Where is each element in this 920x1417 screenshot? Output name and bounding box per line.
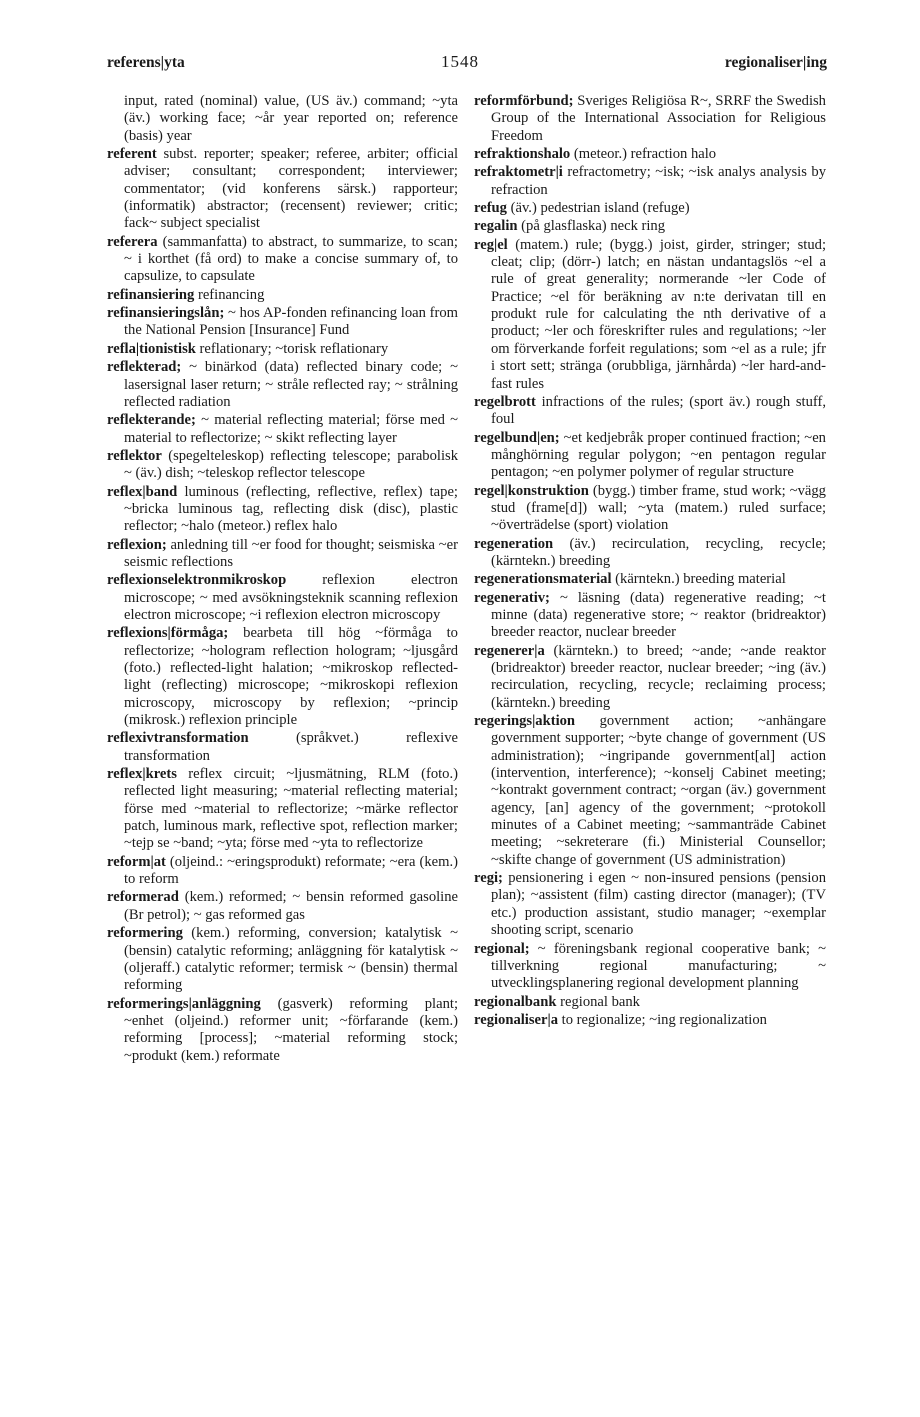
entry-headword: reflex|band [107, 483, 178, 500]
entry-definition: (äv.) recirculation, recycling, recycle; (kärntekn.) breeding [491, 535, 826, 569]
dictionary-entry [107, 625, 458, 729]
right-guide-word: regionaliser|ing [724, 54, 827, 71]
entry-definition: infractions of the rules; (sport äv.) rough stuff, foul [491, 393, 826, 428]
entry-definition: luminous (reflecting, reflective, reflex) tape; ~bricka luminous tag, reflecting disk (disc), plastic reflector; ~halo (meteor.) reflex halo [124, 483, 458, 535]
dictionary-entry [107, 730, 458, 765]
entry-definition: (gasverk) reforming plant; ~enhet (oljeind.) reformer unit; ~förfarande (kem.) reforming [process]; ~material reforming stock; ~produkt (kem.) reformate [124, 995, 458, 1064]
entry-definition: (kem.) reformed; ~ bensin reformed gasoline (Br petrol); ~ gas reformed gas [124, 889, 458, 923]
dictionary-entry [107, 925, 458, 994]
entry-definition: (matem.) rule; (bygg.) joist, girder, stringer; stud; cleat; clip; (dörr-) latch; en nästan undantagslös ~el a rule of great generality; normerande ~ler Code of Practice; ~el för beräkning av n:te derivatan till en produkt rule for calculating the nth derivative of a product; ~ler och föreskrifter rules and regulations; ~ler om förverkande forfeit regulations; som ~el as a rule; jfr i stort sett; stränga (orubbliga, järnhårda) ~ler hard-and-fast rules [491, 236, 826, 392]
dictionary-entry [107, 341, 458, 358]
entry-definition: reflexion electron microscope; ~ med avsökningsteknik scanning reflexion electron microscope; ~i reflexion electron microscopy [124, 572, 458, 623]
entry-headword: reformförbund; [474, 93, 574, 109]
dictionary-entry [474, 713, 826, 869]
entry-definition: ~ binärkod (data) reflected binary code; ~ lasersignal laser return; ~ stråle reflected ray; ~ strålning reflected radiation [124, 359, 458, 410]
dictionary-entry [474, 994, 826, 1011]
entry-headword: regenerer|a [474, 642, 545, 659]
entry-headword: reflekterande; [107, 412, 196, 429]
entry-definition: ~ material reflecting material; förse med ~ material to reflectorize; ~ skikt reflecting layer [124, 412, 459, 446]
entry-definition: anledning till ~er food for thought; seismiska ~er seismic reflections [124, 536, 458, 570]
entry-headword: reflexions|förmåga; [107, 625, 229, 642]
entry-headword: refla|tionistisk [107, 340, 196, 357]
entry-definition: ~ läsning (data) regenerative reading; ~t minne (data) regenerative store; ~ reaktor (bridreaktor) breeder reactor, nuclear breeder [491, 589, 826, 641]
entry-headword: reformering [107, 925, 183, 942]
entry-headword: regelbrott [474, 393, 536, 410]
entry-definition: reflex circuit; ~ljusmätning, RLM (foto.) reflected light measuring; ~material reflecting material; förse med ~material to reflectorize; ~märke reflector patch, luminous mark, reflective spot, reflection marker; ~tejp se ~band; ~yta; förse med ~yta to reflectorize [124, 766, 458, 852]
entry-headword: regenerationsmaterial [474, 571, 612, 588]
entry-headword: reflexionselektronmikroskop [107, 572, 287, 589]
dictionary-entry [107, 889, 458, 924]
entry-definition: refractometry; ~isk; ~isk analys analysis by refraction [491, 164, 826, 198]
entry-headword: reformerings|anläggning [107, 995, 261, 1012]
entry-headword: referent [107, 146, 157, 163]
dictionary-entry [474, 430, 826, 482]
entry-definition: (bygg.) timber frame, stud work; ~vägg stud (frame[d]) wall; ~yta (matem.) ruled surface; ~överträdelse (sport) violation [491, 482, 826, 534]
dictionary-entry [474, 237, 826, 393]
entry-headword: regionalbank [474, 993, 557, 1010]
entry-headword: reform|at [107, 853, 166, 870]
dictionary-entry [107, 287, 458, 304]
dictionary-entry [107, 234, 458, 286]
entry-definition: (sammanfatta) to abstract, to summarize, to scan; ~ i korthet (få ord) to make a concise summary of, to capsulize, to capsulate [124, 233, 458, 285]
entry-headword: regeneration [474, 535, 554, 552]
entry-headword: regenerativ; [474, 589, 550, 606]
entry-definition: (kärntekn.) breeding material [615, 571, 786, 588]
entry-definition: (meteor.) refraction halo [573, 146, 717, 163]
entry-headword: reflekterad; [107, 359, 182, 376]
entry-definition: (språkvet.) reflexive transformation [124, 730, 458, 764]
entry-definition: input, rated (nominal) value, (US äv.) command; ~yta (äv.) working face; ~år year reported on; reference (basis) year [124, 93, 458, 144]
entry-definition: government action; ~anhängare government supporter; ~byte change of government (US administration); ~ingripande government[al] action (intervention, interference); ~konselj Cabinet meeting; ~kontrakt government contract; ~organ (äv.) government agency, [an] agency of the government; ~protokoll minutes of a Cabinet meeting; ~sammanträde Cabinet meeting; ~sekreterare (fi.) Ministerial Counsellor; ~skifte change of government (US administration) [491, 713, 826, 868]
entry-headword: reflexion; [107, 536, 167, 553]
dictionary-entry [474, 394, 826, 429]
dictionary-entry [107, 484, 458, 536]
entry-headword: referera [107, 233, 158, 250]
entry-headword: refraktionshalo [474, 146, 571, 163]
entry-definition: to regionalize; ~ing regionalization [561, 1011, 767, 1028]
entry-definition: subst. reporter; speaker; referee, arbiter; official adviser; consultant; correspondent; interviewer; commentator; (vid konferens särsk.) rapporteur; (informatik) abstractor; (recensent) reviewer; critic; fack~ subject specialist [124, 146, 458, 232]
entry-headword: refinansieringslån; [107, 305, 225, 322]
dictionary-entry [107, 305, 458, 340]
dictionary-entry [474, 1012, 826, 1029]
entry-headword: regelbund|en; [474, 429, 560, 446]
entry-headword: regalin [474, 218, 518, 235]
entry-headword: reflex|krets [107, 766, 177, 783]
entry-headword: reformerad [107, 889, 179, 906]
dictionary-entry [107, 146, 458, 233]
entry-definition: (på glasflaska) neck ring [521, 218, 666, 235]
dictionary-entry [474, 483, 826, 535]
entry-headword: regional; [474, 940, 530, 957]
dictionary-entry [474, 164, 826, 199]
right-column [474, 93, 826, 1030]
dictionary-entry [474, 200, 826, 217]
entry-definition: (äv.) pedestrian island (refuge) [510, 200, 690, 217]
entry-definition: (spegelteleskop) reflecting telescope; parabolisk ~ (äv.) dish; ~teleskop reflector telescope [124, 447, 458, 482]
entry-headword: reflektor [107, 447, 162, 464]
entry-definition: pensionering i egen ~ non-insured pensions (pension plan); ~assistent (film) casting director (manager); (TV etc.) production assistant, studio manager; ~exemplar shooting script, scenario [491, 870, 826, 939]
dictionary-entry [107, 448, 458, 483]
dictionary-entry [474, 643, 826, 712]
dictionary-entry [474, 536, 826, 571]
entry-definition: regional bank [560, 993, 640, 1010]
left-guide-word: referens|yta [107, 54, 185, 71]
dictionary-entry [474, 590, 826, 642]
entry-definition: (kem.) reforming, conversion; katalytisk ~ (bensin) catalytic reforming; anläggning för katalytisk ~ (oljeraff.) catalytic reformer; termisk ~ (bensin) thermal reforming [124, 925, 458, 994]
entry-definition: (kärntekn.) to breed; ~ande; ~ande reaktor (bridreaktor) breeder reactor, nuclear breeder; ~ing (äv.) recirculation, recycling, recycle; reclaiming process; (kärntekn.) breeding [491, 642, 826, 711]
dictionary-entry [107, 359, 458, 411]
dictionary-entry [474, 146, 826, 163]
entry-definition: Sveriges Religiösa R~, SRRF the Swedish Group of the International Association for Religious Freedom [491, 93, 826, 144]
dictionary-entry [107, 412, 458, 447]
dictionary-entry [107, 854, 458, 889]
dictionary-entry [474, 941, 826, 993]
entry-definition: reflationary; ~torisk reflationary [199, 340, 389, 357]
dictionary-entry [474, 571, 826, 588]
dictionary-entry [107, 93, 458, 145]
dictionary-entry [107, 766, 458, 853]
entry-headword: reg|el [474, 236, 508, 253]
dictionary-entry [474, 870, 826, 939]
dictionary-entry [474, 218, 826, 235]
entry-headword: refug [474, 200, 507, 217]
page-number: 1548 [441, 52, 479, 71]
entry-headword: regionaliser|a [474, 1011, 559, 1028]
dictionary-entry [107, 537, 458, 572]
entry-headword: reflexivtransformation [107, 730, 249, 747]
entry-headword: refinansiering [107, 286, 195, 303]
entry-headword: regerings|aktion [474, 713, 576, 730]
dictionary-entry [474, 93, 826, 145]
entry-definition: ~et kedjebråk proper continued fraction; ~en månghörning regular polygon; ~en pentagon regular pentagon; ~en polymer polymer of regular structure [491, 429, 826, 481]
entry-definition: ~ föreningsbank regional cooperative bank; ~ tillverkning regional manufacturing; ~ utvecklingsplanering regional development planning [491, 940, 826, 992]
dictionary-entry [107, 572, 458, 624]
entry-headword: regel|konstruktion [474, 482, 589, 499]
entry-definition: refinancing [197, 286, 265, 303]
entry-definition: (oljeind.: ~eringsprodukt) reformate; ~era (kem.) to reform [124, 853, 459, 888]
left-column [107, 93, 458, 1066]
entry-definition: bearbeta till hög ~förmåga to reflectorize; ~hologram reflection hologram; ~ljusgård (foto.) reflected-light halation; ~mikroskop reflected-light (reflecting) microscope; ~mikroskopi reflexion microscopy, microscopy by reflexion; ~princip (mikrosk.) reflexion principle [124, 625, 458, 729]
entry-headword: regi; [474, 870, 503, 887]
dictionary-entry [107, 996, 458, 1065]
entry-headword: refraktometr|i [474, 164, 563, 181]
entry-definition: ~ hos AP-fonden refinancing loan from the National Pension [Insurance] Fund [124, 305, 458, 339]
